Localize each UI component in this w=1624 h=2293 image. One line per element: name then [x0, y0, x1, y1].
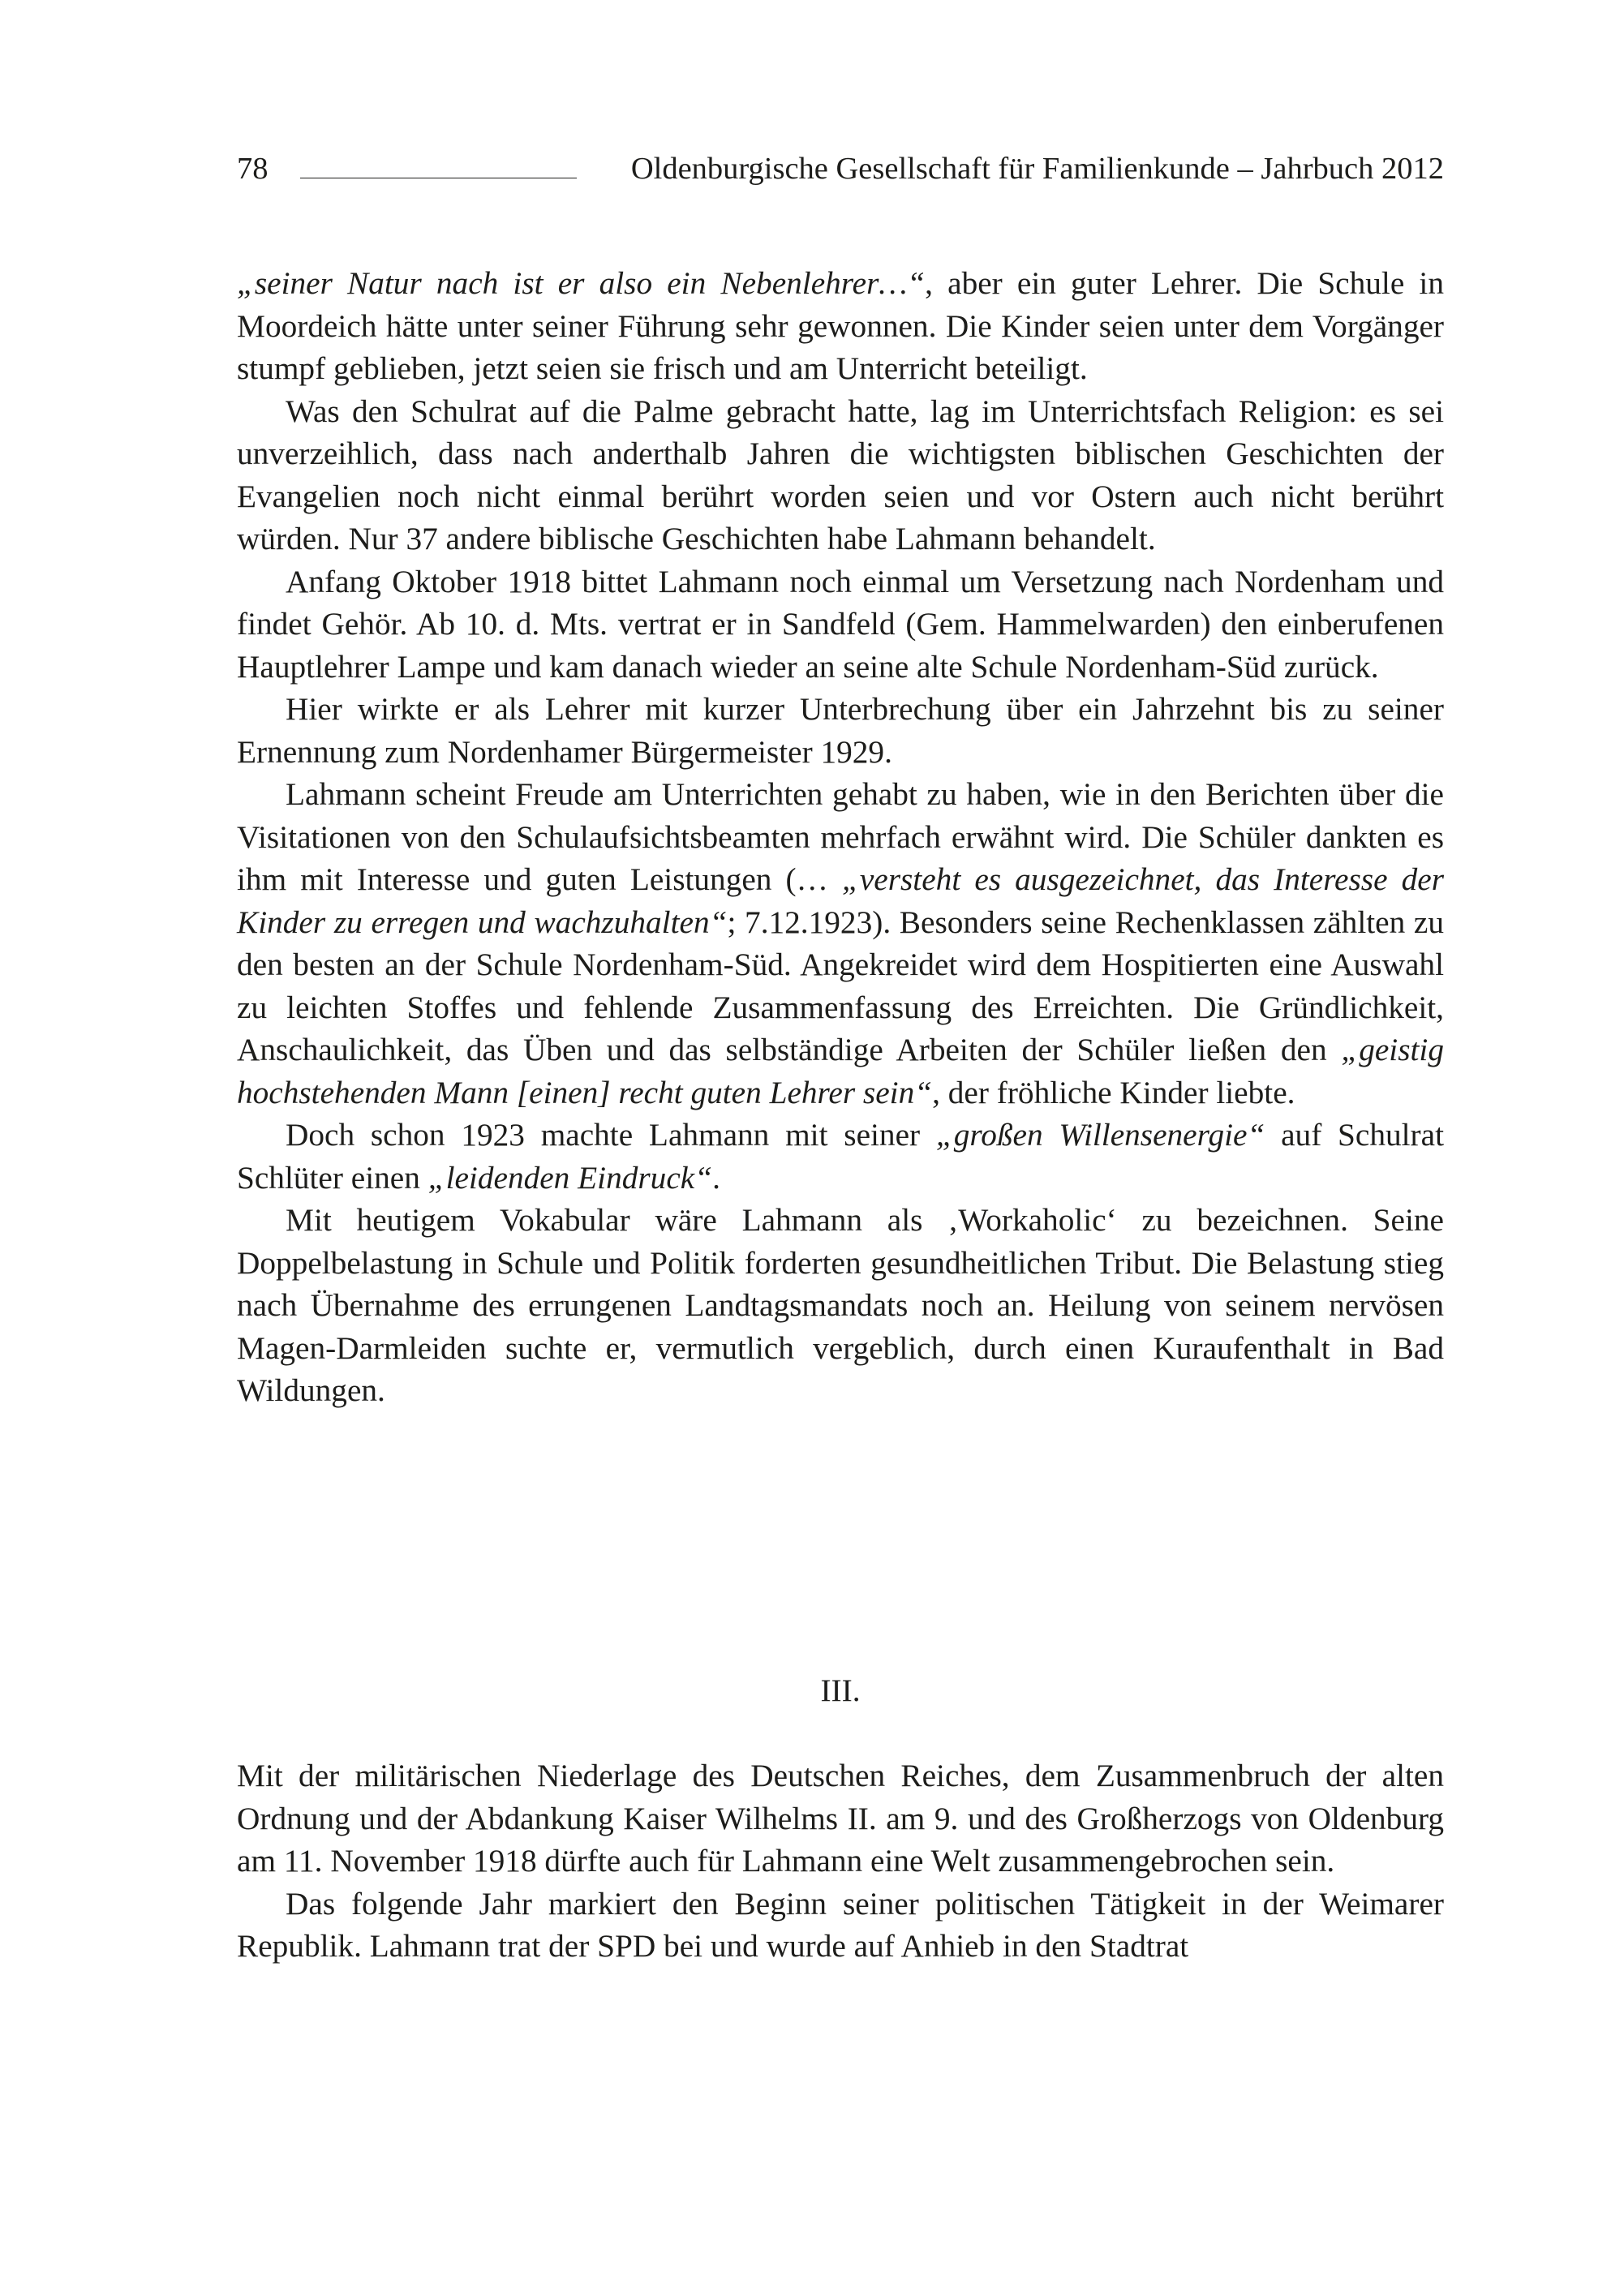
- section-text: [237, 1754, 1444, 1968]
- paragraph-text: Anfang Oktober 1918 bittet Lahmann noch einmal um Versetzung nach Nordenham und findet Gehör. Ab 10. d. Mts. vertrat er in Sandfeld (Gem. Hammelwarden) den einberufenen Hauptlehrer Lampe und kam danach wieder an seine alte Schule Nordenham-Süd zurück.: [237, 563, 1444, 685]
- quote: „leidenden Eindruck“: [427, 1159, 713, 1196]
- paragraph-text: Hier wirkte er als Lehrer mit kurzer Unterbrechung über ein Jahrzehnt bis zu seiner Ernennung zum Nordenhamer Bürgermeister 1929.: [237, 691, 1444, 770]
- quote: „großen Willensenergie“: [935, 1117, 1265, 1153]
- paragraph-3: [237, 560, 1444, 689]
- paragraph-text: Was den Schulrat auf die Palme gebracht hatte, lag im Unterrichtsfach Religion: es sei unverzeihlich, dass nach anderthalb Jahren die wichtigsten biblischen Geschichten der Evangelien noch nicht einmal berührt worden seien und vor Ostern auch nicht berührt würden. Nur 37 andere biblische Geschichten habe Lahmann behandelt.: [237, 393, 1444, 556]
- paragraph-1: [237, 262, 1444, 390]
- quote: „versteht es ausgezeichnet, das Interesse der Kinder zu erregen und wachzuhalten“: [237, 861, 1444, 940]
- paragraph-text: , aber ein guter Lehrer. Die Schule in Moordeich hätte unter seiner Führung sehr gewonnen. Die Kinder seien unter dem Vorgänger stumpf geblieben, jetzt seien sie frisch und am Unterricht beteiligt.: [237, 265, 1444, 386]
- paragraph-text: Mit der militärischen Niederlage des Deutschen Reiches, dem Zusammenbruch der alten Ordnung und der Abdankung Kaiser Wilhelms II. am 9. und des Großherzogs von Oldenburg am 11. November 1918 dürfte auch für Lahmann eine Welt zusammengebrochen sein.: [237, 1758, 1444, 1879]
- paragraph-5: [237, 773, 1444, 1114]
- paragraph-text: auf Schulrat Schlüter einen: [237, 1117, 1445, 1196]
- paragraph-text: Lahmann scheint Freude am Unterrichten gehabt zu haben, wie in den Berichten über die Visitationen von den Schulaufsichtsbeamten mehrfach erwähnt wird. Die Schüler dankten es ihm mit Interesse und guten Leistungen (…: [237, 776, 1444, 897]
- paragraph-text: Das folgende Jahr markiert den Beginn seiner politischen Tätigkeit in der Weimarer Republik. Lahmann trat der SPD bei und wurde auf Anhieb in den Stadtrat: [237, 1885, 1444, 1964]
- running-title: Oldenburgische Gesellschaft für Familienkunde – Jahrbuch 2012: [630, 152, 1444, 186]
- paragraph-9: [237, 1883, 1444, 1968]
- paragraph-4: [237, 688, 1444, 773]
- quote: „seiner Natur nach ist er also ein Nebenlehrer…“: [237, 265, 926, 301]
- paragraph-2: [237, 390, 1444, 560]
- paragraph-text: Mit heutigem Vokabular wäre Lahmann als ‚Workaholic‘ zu bezeichnen. Seine Doppelbelastung in Schule und Politik forderten gesundheitlichen Tribut. Die Belastung stieg nach Übernahme des errungenen Landtagsmandats noch an. Heilung von seinem nervösen Magen-Darmleiden suchte er, vermutlich vergeblich, durch einen Kuraufenthalt in Bad Wildungen.: [237, 1202, 1444, 1408]
- quote: „geistig hochstehenden Mann [einen] recht guten Lehrer sein“: [237, 1032, 1444, 1110]
- page-number: 78: [237, 152, 269, 186]
- paragraph-text: , der fröhliche Kinder liebte.: [932, 1074, 1295, 1110]
- paragraph-text: Doch schon 1923 machte Lahmann mit seiner: [286, 1117, 936, 1153]
- paragraph-text: ; 7.12.1923). Besonders seine Rechenklassen zählten zu den besten an der Schule Nordenham-Süd. Angekreidet wird dem Hospitierten eine Auswahl zu leichten Stoffes und fehlende Zusammenfassung des Erreichten. Die Gründlichkeit, Anschaulichkeit, das Üben und das selbständige Arbeiten der Schüler ließen den: [237, 904, 1445, 1067]
- paragraph-text: .: [712, 1159, 720, 1196]
- running-header: [237, 144, 1444, 193]
- paragraph-7: [237, 1199, 1444, 1412]
- section-heading: III.: [820, 1673, 861, 1708]
- paragraph-8: [237, 1754, 1444, 1883]
- body-text: [237, 262, 1444, 1412]
- paragraph-6: [237, 1114, 1444, 1199]
